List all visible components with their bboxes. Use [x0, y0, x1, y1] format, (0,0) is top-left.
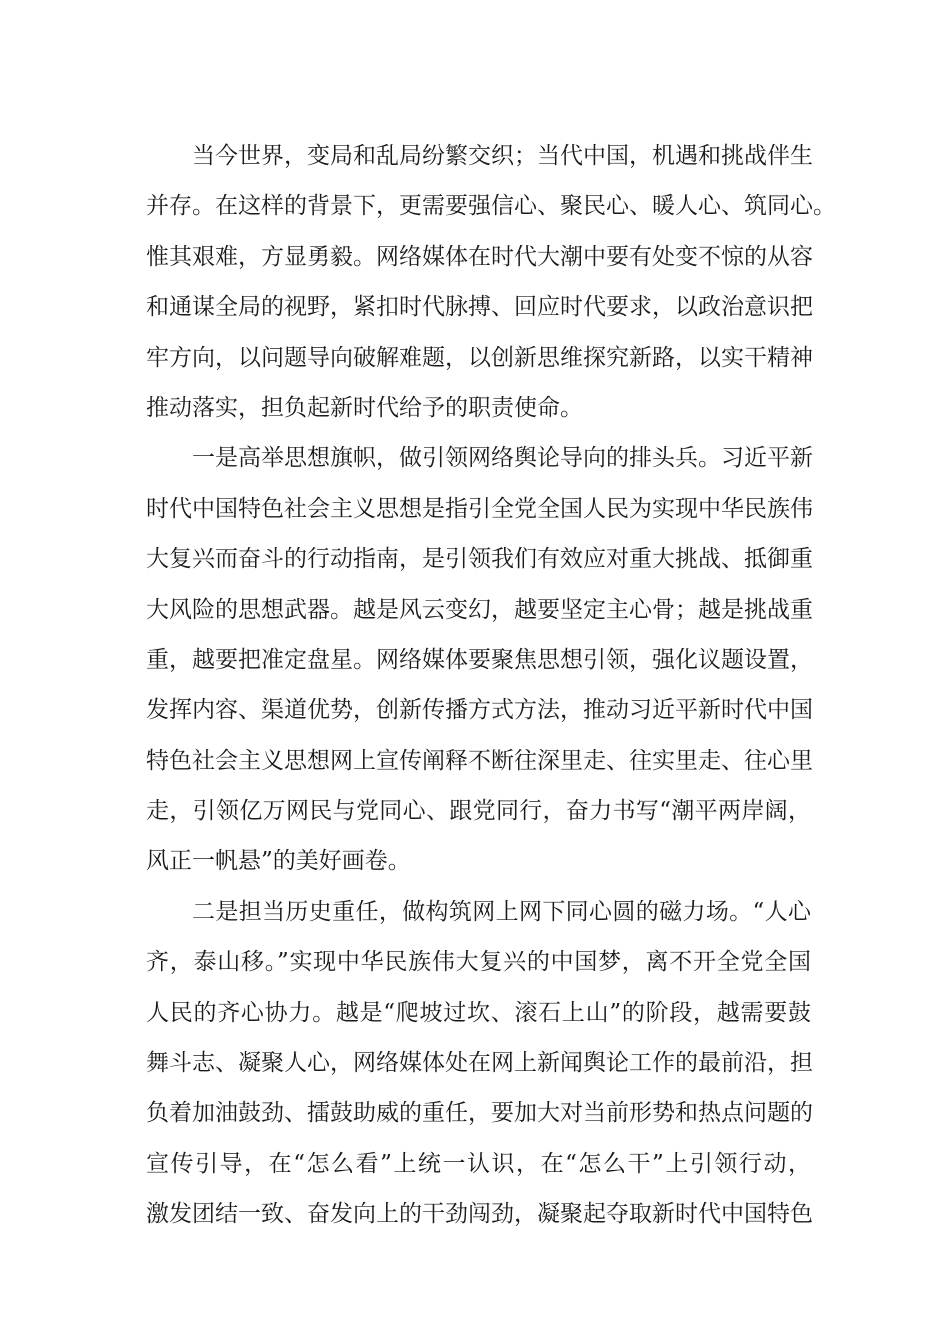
paragraph-1-line-6: 推动落实，担负起新时代给予的职责使命。	[146, 394, 583, 421]
paragraph-3-line-2: 齐，泰山移。”实现中华民族伟大复兴的中国梦，离不开全党全国	[146, 949, 811, 976]
paragraph-1-line-5: 牢方向，以问题导向破解难题，以创新思维探究新路，以实干精神	[146, 344, 813, 371]
paragraph-2-line-1: 一是高举思想旗帜，做引领网络舆论导向的排头兵。习近平新	[192, 445, 813, 472]
paragraph-3-line-1: 二是担当历史重任，做构筑网上网下同心圆的磁力场。“人心	[192, 898, 811, 925]
document-body	[146, 131, 836, 1240]
paragraph-2-line-6: 发挥内容、渠道优势，创新传播方式方法，推动习近平新时代中国	[146, 697, 813, 724]
paragraph-2-line-2: 时代中国特色社会主义思想是指引全党全国人民为实现中华民族伟	[146, 495, 813, 522]
paragraph-1-line-3: 惟其艰难，方显勇毅。网络媒体在时代大潮中要有处变不惊的从容	[146, 243, 813, 270]
paragraph-3-line-3: 人民的齐心协力。越是“爬坡过坎、滚石上山”的阶段，越需要鼓	[146, 999, 811, 1026]
paragraph-1-line-2: 并存。在这样的背景下，更需要强信心、聚民心、暖人心、筑同心。	[146, 193, 836, 220]
paragraph-3-line-5: 负着加油鼓劲、擂鼓助威的重任，要加大对当前形势和热点问题的	[146, 1100, 813, 1127]
paragraph-2-line-3: 大复兴而奋斗的行动指南，是引领我们有效应对重大挑战、抵御重	[146, 546, 813, 573]
paragraph-1-line-4: 和通谋全局的视野，紧扣时代脉搏、回应时代要求，以政治意识把	[146, 294, 813, 321]
paragraph-2-line-7: 特色社会主义思想网上宣传阐释不断往深里走、往实里走、往心里	[146, 747, 813, 774]
paragraph-1-line-1: 当今世界，变局和乱局纷繁交织；当代中国，机遇和挑战伴生	[192, 143, 813, 169]
paragraph-3-line-4: 舞斗志、凝聚人心，网络媒体处在网上新闻舆论工作的最前沿，担	[146, 1050, 813, 1077]
paragraph-3-line-7: 激发团结一致、奋发向上的干劲闯劲，凝聚起夺取新时代中国特色	[146, 1201, 813, 1228]
paragraph-3-line-6: 宣传引导，在“怎么看”上统一认识，在“怎么干”上引领行动，	[146, 1150, 811, 1177]
paragraph-2-line-9: 风正一帆悬”的美好画卷。	[146, 848, 411, 875]
paragraph-2-line-4: 大风险的思想武器。越是风云变幻，越要坚定主心骨；越是挑战重	[146, 596, 813, 623]
paragraph-2-line-8: 走，引领亿万网民与党同心、跟党同行，奋力书写“潮平两岸阔，	[146, 798, 811, 825]
paragraph-2-line-5: 重，越要把准定盘星。网络媒体要聚焦思想引领，强化议题设置，	[146, 646, 813, 673]
